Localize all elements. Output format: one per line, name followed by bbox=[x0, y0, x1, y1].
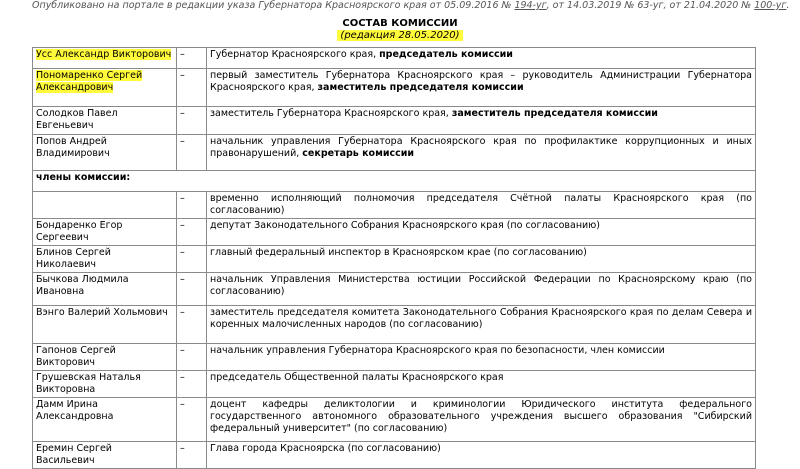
publication-note bbox=[32, 0, 792, 12]
member-dash: – bbox=[177, 192, 207, 219]
member-name bbox=[33, 69, 177, 107]
member-name bbox=[33, 48, 177, 69]
member-name: Дамм Ирина Александровна bbox=[33, 398, 177, 442]
member-dash: – bbox=[177, 69, 207, 107]
role-text: начальник управления Губернатора Красноярского края по профилактике коррупционных и иных правонарушений, bbox=[210, 136, 752, 159]
member-dash: – bbox=[177, 371, 207, 398]
table-row bbox=[33, 192, 756, 219]
page-title: СОСТАВ КОМИССИИ bbox=[342, 18, 458, 29]
table-row bbox=[33, 398, 756, 442]
member-name: Солодков Павел Евгеньевич bbox=[33, 107, 177, 135]
revision-note bbox=[0, 30, 800, 42]
member-role bbox=[207, 48, 756, 69]
member-dash: – bbox=[177, 273, 207, 306]
table-row bbox=[33, 442, 756, 469]
member-role: доцент кафедры деликтологии и криминологии Юридического института федерального государственного автономного образовательного учреждения высшего образования "Сибирский федеральный университет" (по согласованию) bbox=[207, 398, 756, 442]
table-row bbox=[33, 135, 756, 171]
role-text: Губернатор Красноярского края, bbox=[210, 49, 380, 60]
table-row bbox=[33, 69, 756, 107]
member-role: заместитель председателя комитета Законодательного Собрания Красноярского края по делам Севера и коренных малочисленных народов (по согласованию) bbox=[207, 306, 756, 344]
member-dash: – bbox=[177, 246, 207, 273]
commission-table bbox=[32, 47, 756, 469]
member-dash: – bbox=[177, 306, 207, 344]
member-dash: – bbox=[177, 48, 207, 69]
member-name: Бычкова Людмила Ивановна bbox=[33, 273, 177, 306]
role-title: заместитель председателя комиссии bbox=[451, 108, 658, 119]
member-name: Еремин Сергей Васильевич bbox=[33, 442, 177, 469]
member-role: начальник управления Губернатора Красноярского края по безопасности, член комиссии bbox=[207, 344, 756, 371]
member-name bbox=[33, 192, 177, 219]
member-role bbox=[207, 107, 756, 135]
members-label-row bbox=[33, 171, 756, 192]
member-role: главный федеральный инспектор в Красноярском крае (по согласованию) bbox=[207, 246, 756, 273]
member-role: депутат Законодательного Собрания Красноярского края (по согласованию) bbox=[207, 219, 756, 246]
table-row bbox=[33, 273, 756, 306]
member-role bbox=[207, 135, 756, 171]
revision-highlight: (редакция 28.05.2020) bbox=[337, 30, 462, 41]
member-dash: – bbox=[177, 344, 207, 371]
member-dash: – bbox=[177, 107, 207, 135]
member-dash: – bbox=[177, 135, 207, 171]
member-dash: – bbox=[177, 442, 207, 469]
members-label-text: члены комиссии: bbox=[36, 172, 131, 183]
table-row bbox=[33, 344, 756, 371]
table-row bbox=[33, 306, 756, 344]
member-role: временно исполняющий полномочия председателя Счётной палаты Красноярского края (по согласованию) bbox=[207, 192, 756, 219]
publication-text-1: Опубликовано на портале в редакции указа Губернатора Красноярского края от 05.09.2016 № bbox=[32, 0, 515, 11]
member-name: Гапонов Сергей Викторович bbox=[33, 344, 177, 371]
role-title: секретарь комиссии bbox=[302, 148, 415, 159]
members-label bbox=[33, 171, 756, 192]
member-dash: – bbox=[177, 219, 207, 246]
role-text: первый заместитель Губернатора Красноярского края – руководитель Администрации Губернатора Красноярского края, bbox=[210, 70, 752, 93]
member-name: Грушевская Наталья Викторовна bbox=[33, 371, 177, 398]
member-name-highlight: Пономаренко Сергей Александрович bbox=[36, 70, 143, 93]
member-name: Бондаренко Егор Сергеевич bbox=[33, 219, 177, 246]
publication-text-2: , от 14.03.2019 № 63-уг, от 21.04.2020 № bbox=[546, 0, 755, 11]
table-row bbox=[33, 48, 756, 69]
table-row bbox=[33, 371, 756, 398]
role-title: председатель комиссии bbox=[379, 49, 513, 60]
table-row bbox=[33, 107, 756, 135]
member-name-highlight: Усс Александр Викторович bbox=[36, 49, 172, 60]
member-name: Попов Андрей Владимирович bbox=[33, 135, 177, 171]
member-dash: – bbox=[177, 398, 207, 442]
member-role: председатель Общественной палаты Красноярского края bbox=[207, 371, 756, 398]
member-role bbox=[207, 69, 756, 107]
member-role: начальник Управления Министерства юстиции Российской Федерации по Красноярскому краю (по согласованию) bbox=[207, 273, 756, 306]
role-text: заместитель Губернатора Красноярского края, bbox=[210, 108, 452, 119]
member-name: Блинов Сергей Николаевич bbox=[33, 246, 177, 273]
member-role: Глава города Красноярска (по согласованию) bbox=[207, 442, 756, 469]
decree-link-1[interactable]: 194-уг bbox=[514, 0, 547, 11]
role-title: заместитель председателя комиссии bbox=[317, 82, 524, 93]
table-row bbox=[33, 246, 756, 273]
decree-link-2[interactable]: 100-уг bbox=[754, 0, 787, 11]
table-row bbox=[33, 219, 756, 246]
member-name: Вэнго Валерий Хольмович bbox=[33, 306, 177, 344]
publication-text-3: . bbox=[786, 0, 790, 11]
